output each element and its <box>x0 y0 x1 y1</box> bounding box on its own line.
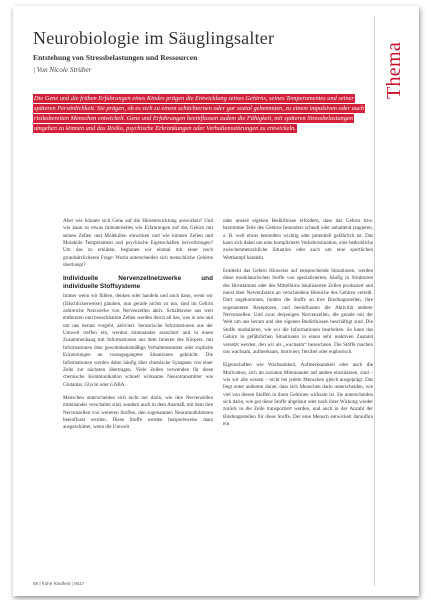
section-tab-label: Thema <box>383 41 406 99</box>
lead-paragraph <box>33 94 367 134</box>
section-heading: Individuelle Nervenzellnetzwerke und individuelle Stoffsysteme <box>63 275 213 291</box>
body-column-left <box>63 218 213 438</box>
article-title: Neurobiologie im Säuglingsalter <box>33 28 275 48</box>
page-footer: 58 | frühe Kindheit | 0617 <box>33 581 85 586</box>
article-subtitle: Entstehung von Stressbelastungen und Ressourcen <box>33 53 198 62</box>
body-column-right <box>223 218 373 434</box>
author-name: Von Nicole Strüber <box>36 66 92 74</box>
body-paragraph: Menschen unterscheiden sich nicht nur darin, wie ihre Nervenzellen miteinander verschaltet sind, sondern auch in dem Ausmaß, mit dem ihre Nervenzellen von weiteren Stoffen, den sogenannten Neuromodulatoren beeinflusst werden. Diese Stoffe werden beispielsweise dann ausgeschüttet, wenn die Umwelt <box>63 394 213 431</box>
body-paragraph: Aber wie können sich Gene auf die Hirnentwicklung auswirken? Und wie kann so etwas Immaterielles wie Erfahrungen auf das Gehirn mit seinen Zellen und Molekülen einwirken und wie können Zellen und Moleküle Temperament und psychische Eigenschaften hervorbringen? Um das zu erklären, beginnen wir einmal mit einer noch grundsätzlicheren Frage: Worin unterscheiden sich menschliche Gehirne überhaupt? <box>63 218 213 269</box>
body-paragraph: Immer wenn wir fühlen, denken oder handeln und auch dann, wenn wir (fälschlicherweise) glauben, nun gerade nichts zu tun, sind im Gehirn zahlreiche Netzwerke von Nervenzellen aktiv. Schaltkreise aus weit entfernten und benachbarten Zellen werden durch all das, was in uns und um uns herum vorgeht, aktiviert. Sensorische Informationen aus der Umwelt treffen ein, werden miteinander assoziiert und in einen Zusammenhang mit Informationen aus dem Inneren des Körpers, mit Informationen über gewohnheitsmäßige Verhaltensmuster oder explizite Erinnerungen an vorangegangene Situationen gebracht. Die Informationen werden dabei häufig über chemische Synapsen von einer Zelle zur nächsten übertragen. Viele Zellen verwenden für diese chemische Kommunikation schnell wirksame Neurotransmitter wie Glutamat, Glycin oder GABA. <box>63 293 213 388</box>
article-page <box>13 6 419 596</box>
section-tab <box>375 28 415 112</box>
article-byline: | Von Nicole Strüber <box>33 66 92 74</box>
lead-text: Die Gene und die frühen Erfahrungen eines Kindes prägen die Entwicklung seines Gehirns, seines Temperamentes und seiner späteren Persönlichkeit. Sie prägen, ob es sich zu einem schüchternen oder gar sozial gehemmten, zu einem impulsiven oder auch risikobereiten Menschen entwickelt. Gene und Erfahrungen beeinflussen zudem die Fähigkeit, mit späteren Stressbelastungen umgehen zu können und das Risiko, psychische Erkrankungen oder Verhaltensstörungen zu entwickeln. <box>34 95 365 132</box>
body-paragraph: Entdeckt das Gehirn Hinweise auf entsprechende Situationen, werden diese modulatorischen Stoffe von spezialisierten, häufig in Strukturen des Hirnstamms oder des Mittelhirns lokalisierten Zellen produziert und meist über Nervenfasern an verschiedene Bereiche des Gehirns verteilt. Dort angekommen, binden die Stoffe an ihre Bindungsstellen, ihre sogenannten Rezeptoren, und beeinflussen die Aktivität anderer Nervenzellen. Und zwar derjenigen Nervenzellen, die gerade mit der Welt um uns herum und den eigenen Bedürfnissen beschäftigt sind. Die Stoffe modulieren, wie wir die Informationen bearbeiten. So kann das Gehirn in gefährlichen Situationen in einen sehr reaktiven Zustand versetzt werden, den wir als „wachsam“ bezeichnen. Die Stoffe machen uns wachsam, aufmerksam, motiviert, flexibel oder euphorisch. <box>223 268 373 355</box>
body-paragraph: Eigenschaften wie Wachsamkeit, Aufmerksamkeit oder auch die Motivation, sich im sozialen Miteinander auf andere einzulassen, sind – wie wir alle wissen – nicht bei jedem Menschen gleich ausgeprägt. Das liegt unter anderem daran, dass sich Menschen darin unterscheiden, wie viel von diesen Stoffen in ihren Gehirnen wirksam ist. Sie unterscheiden sich darin, wie gut diese Stoffe abgebaut oder nach ihrer Wirkung wieder zurück in die Zelle transportiert werden, und auch in der Anzahl der Bindungsstellen für diese Stoffe. Der eine Mensch entwickelt daraufhin ein <box>223 362 373 427</box>
body-paragraph: oder unsere eigenen Bedürfnisse erfordern, dass das Gehirn bzw. bestimmte Teile des Gehirns besonders schnell oder anhaltend reagieren, z. B. weil etwas besonders wichtig oder potentiell gefährlich ist. Das kann sich dabei um eine komplizierte Verkehrssituation, eine bedrohliche zwischenmenschliche Situation oder auch um eine sportlichen Wettkampf handeln. <box>223 218 373 261</box>
